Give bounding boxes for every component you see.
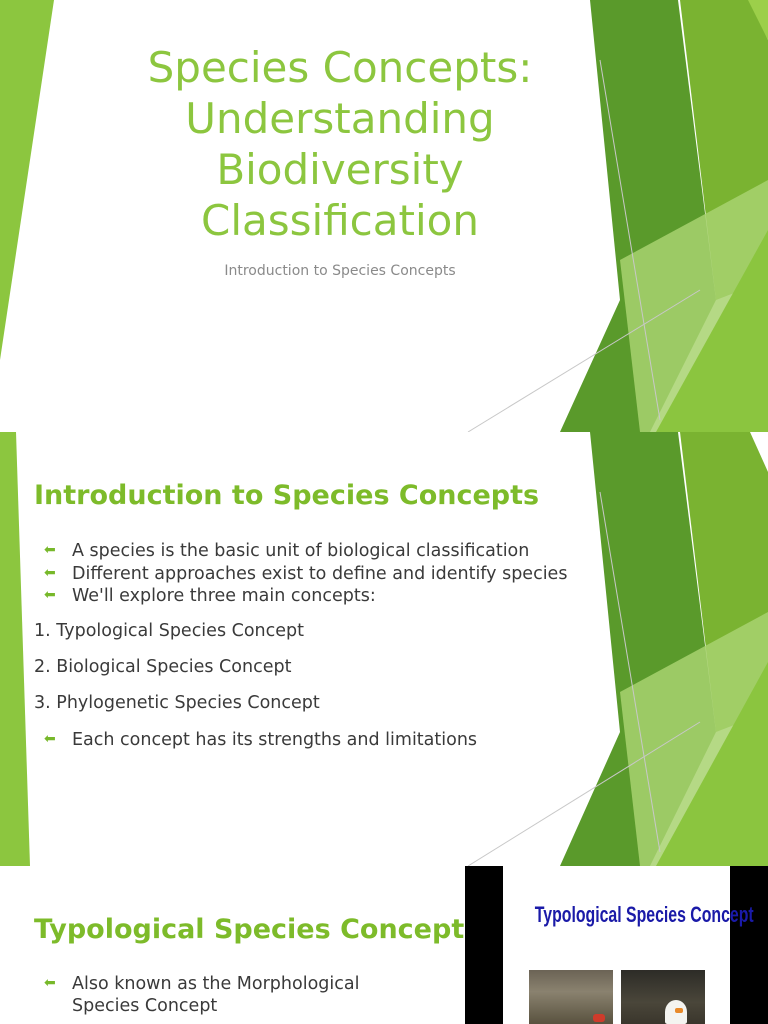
left-green-shard — [0, 0, 54, 360]
title-slide — [0, 0, 768, 432]
bullet-item — [44, 972, 359, 996]
green-arrow-bullet-icon: ⬅ — [44, 542, 56, 558]
bullet-text: A species is the basic unit of biological classification — [72, 541, 530, 561]
photo-slide — [503, 866, 754, 1024]
bullet-text: Each concept has its strengths and limitations — [72, 730, 478, 750]
bullet-text: We'll explore three main concepts: — [72, 586, 376, 606]
bullet-item — [44, 728, 477, 752]
green-arrow-bullet-icon: ⬅ — [44, 975, 56, 991]
bullet-continuation: Species Concept — [72, 996, 218, 1016]
green-arrow-bullet-icon: ⬅ — [44, 587, 56, 603]
bullet-item — [44, 584, 376, 608]
slide-heading: Typological Species Concept — [34, 914, 465, 945]
bullet-text: Different approaches exist to define and identify species — [72, 564, 568, 584]
slide-title — [100, 42, 580, 246]
typological-slide — [0, 866, 768, 1024]
intro-slide — [0, 432, 768, 866]
slide-subtitle: Introduction to Species Concepts — [224, 263, 456, 279]
bullet-item — [44, 562, 567, 586]
numbered-item: 3. Phylogenetic Species Concept — [34, 693, 320, 713]
numbered-item: 1. Typological Species Concept — [34, 621, 304, 641]
title-line-3: Biodiversity — [216, 145, 464, 194]
bullet-item — [44, 539, 529, 563]
embedded-photo — [465, 866, 768, 1024]
duck-bill — [675, 1008, 683, 1013]
red-object — [593, 1014, 605, 1022]
bullet-text: Also known as the Morphological — [72, 974, 360, 994]
green-arrow-bullet-icon: ⬅ — [44, 731, 56, 747]
title-line-1: Species Concepts: — [147, 43, 533, 92]
slide-heading: Introduction to Species Concepts — [34, 480, 540, 511]
left-green-shard — [0, 432, 30, 866]
title-line-2: Understanding — [185, 94, 495, 143]
photo-title: Typological Species Concept — [534, 902, 754, 927]
green-arrow-bullet-icon: ⬅ — [44, 565, 56, 581]
specimen-photo-right — [621, 970, 705, 1024]
numbered-item: 2. Biological Species Concept — [34, 657, 292, 677]
title-line-4: Classification — [201, 196, 479, 245]
